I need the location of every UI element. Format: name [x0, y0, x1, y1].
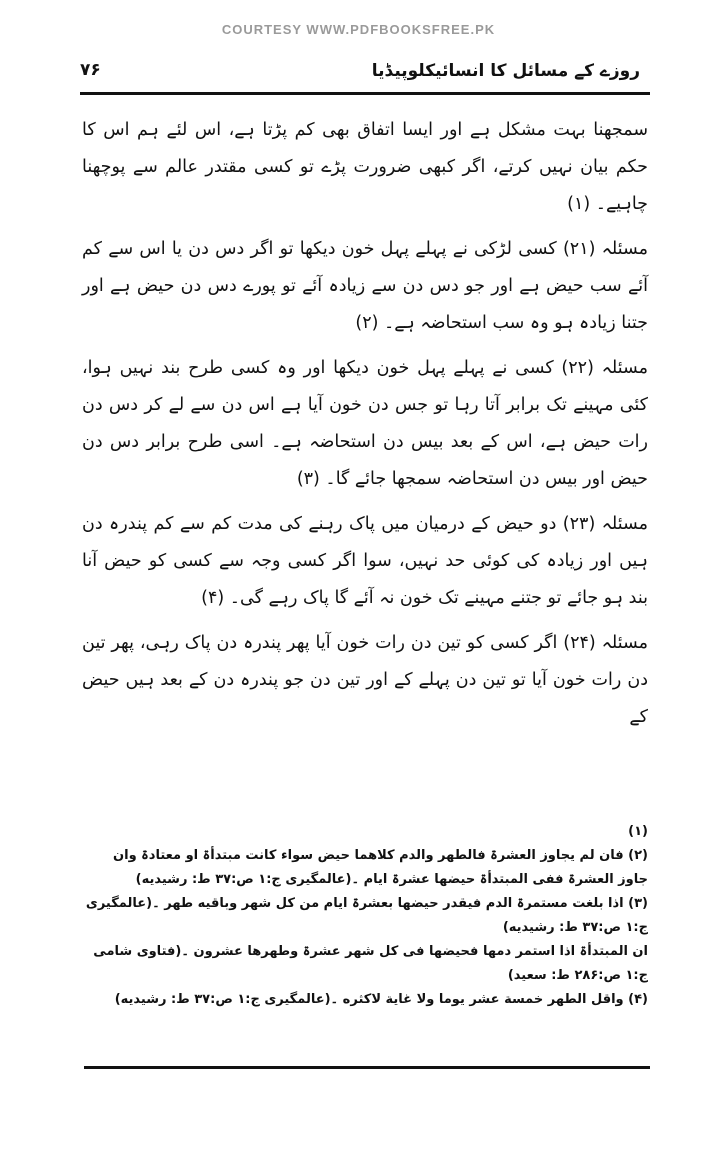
footer-divider	[84, 1066, 650, 1069]
footnote: (۲) فان لم یجاوز العشرۃ فالطهر والدم کلاهما حیض سواء کانت مبتدأۃ او معتادۃ وان جاوز العشرۃ ففی المبتدأۃ حیضها عشرۃ ایام ۔(عالمگیری ج:۱ ص:۳۷ ط: رشیدیه)	[113, 848, 648, 887]
footnote: (۳) اذا بلغت مستمرۃ الدم فیقدر حیضها بعشرۃ ایام من کل شهر وباقیه طهر ۔(عالمگیری ج:۱ ص:۳۷ ط: رشیدیه)	[85, 896, 648, 935]
paragraph: مسئلہ (۲۳) دو حیض کے درمیان میں پاک رہنے کی مدت کم سے کم پندرہ دن ہیں اور زیادہ کی کوئی حد نہیں، سوا اگر کسی وجہ سے کسی کو حیض آنا بند ہو جائے تو جتنے مہینے تک خون نہ آئے گا پاک رہے گی۔ (۴)	[82, 514, 648, 608]
footnotes	[82, 820, 648, 1012]
paragraph: مسئلہ (۲۲) کسی نے پہلے پہل خون دیکھا اور وہ کسی طرح بند نہیں ہوا، کئی مہینے تک برابر آتا رہا تو جس دن خون آیا ہے اس دن سے لے کر دس دن رات حیض ہے، اس کے بعد بیس دن استحاضہ ہے۔ اسی طرح برابر دس دن حیض اور بیس دن استحاضہ سمجھا جائے گا۔ (۳)	[82, 358, 648, 489]
book-title: روزے کے مسائل کا انسائیکلوپیڈیا	[371, 61, 640, 81]
footnote: (۴) واقل الطهر خمسة عشر یوما ولا غایة لاکثره ۔(عالمگیری ج:۱ ص:۳۷ ط: رشیدیه)	[114, 992, 648, 1007]
paragraph: مسئلہ (۲۱) کسی لڑکی نے پہلے پہل خون دیکھا تو اگر دس دن یا اس سے کم آئے سب حیض ہے اور جو دس دن سے زیادہ آئے تو پورے دس دن حیض ہے اور جتنا زیادہ ہو وہ سب استحاضہ ہے۔ (۲)	[82, 239, 648, 333]
page-header	[80, 56, 640, 96]
footnote: ان المبتدأۃ اذا استمر دمها فحیضها فی کل شهر عشرۃ وطهرها عشرون ۔(فتاوی شامی ج:۱ ص:۲۸۶ ط: سعید)	[93, 944, 648, 983]
paragraph: مسئلہ (۲۴) اگر کسی کو تین دن رات خون آیا پھر پندرہ دن پاک رہی، پھر تین دن رات خون آیا تو تین دن پہلے کے اور تین دن جو پندرہ دن کے بعد ہیں حیض کے	[82, 633, 648, 727]
paragraph: سمجھنا بہت مشکل ہے اور ایسا اتفاق بھی کم پڑتا ہے، اس لئے ہم اس کا حکم بیان نہیں کرتے، اگر کبھی ضرورت پڑے تو کسی مقتدر عالم سے پوچھنا چاہیے۔ (۱)	[82, 120, 648, 214]
main-text	[82, 112, 648, 744]
header-divider	[80, 92, 650, 95]
watermark: COURTESY WWW.PDFBOOKSFREE.PK	[221, 22, 496, 37]
page-number: ۷۶	[80, 60, 101, 80]
footnote: (۱)	[628, 824, 648, 839]
